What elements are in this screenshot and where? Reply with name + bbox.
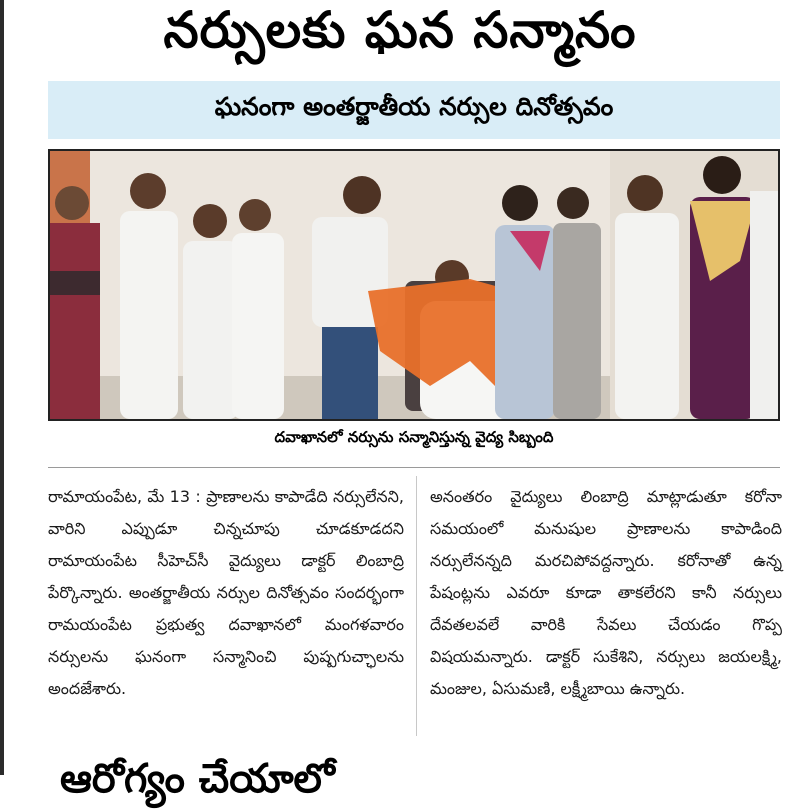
subheadline: ఘనంగా అంతర్జాతీయ నర్సుల దినోత్సవం (214, 92, 614, 121)
article-body-right: అనంతరం వైద్యులు లింబాద్రి మాట్లాడుతూ కరోనా సమయంలో మనుషుల ప్రాణాలను కాపాడింది నర్సులేనన్నది మరచిపోవద్దన్నారు. కరోనాతో ఉన్న పేషంట్లను ఎవరూ కూడా తాకలేరని కానీ నర్సులు దేవతలవలే వారికి సేవలు చేయడం గొప్ప విషయమన్నారు. డాక్టర్ సుకేశిని, నర్సులు జయలక్ష్మి, మంజుల, ఏసుమణి, లక్ష్మీబాయి ఉన్నారు. (430, 487, 782, 698)
next-headline-fragment (60, 750, 780, 802)
news-photo (48, 149, 780, 421)
photo-caption: దవాఖానలో నర్సును సన్మానిస్తున్న వైద్య సిబ్బంది (274, 428, 554, 446)
headline: నర్సులకు ఘన సన్మానం (163, 0, 637, 59)
subheadline-band (48, 81, 780, 139)
column-divider (416, 476, 417, 736)
next-headline-text: ఆరోగ్యం చేయాలో (60, 756, 335, 802)
news-photo-illustration (50, 151, 778, 419)
article-body-left: రామాయంపేట, మే 13 : ప్రాణాలను కాపాడేది నర్సులేనని, వారిని ఎప్పుడూ చిన్నచూపు చూడకూడదని రామాయంపేట సీహెచ్‌సీ వైద్యులు డాక్టర్ లింబాద్రి పేర్కొన్నారు. అంతర్జాతీయ నర్సుల దినోత్సవం సందర్భంగా రామయంపేట ప్రభుత్వ దవాఖానలో మంగళవారం నర్సులను ఘనంగా సన్మానించి పుష్పగుచ్ఛాలను అందజేశారు. (48, 487, 404, 698)
article-column-left (48, 481, 404, 705)
caption-divider (48, 467, 780, 468)
article-column-right (430, 481, 782, 705)
page-left-border (0, 0, 4, 775)
